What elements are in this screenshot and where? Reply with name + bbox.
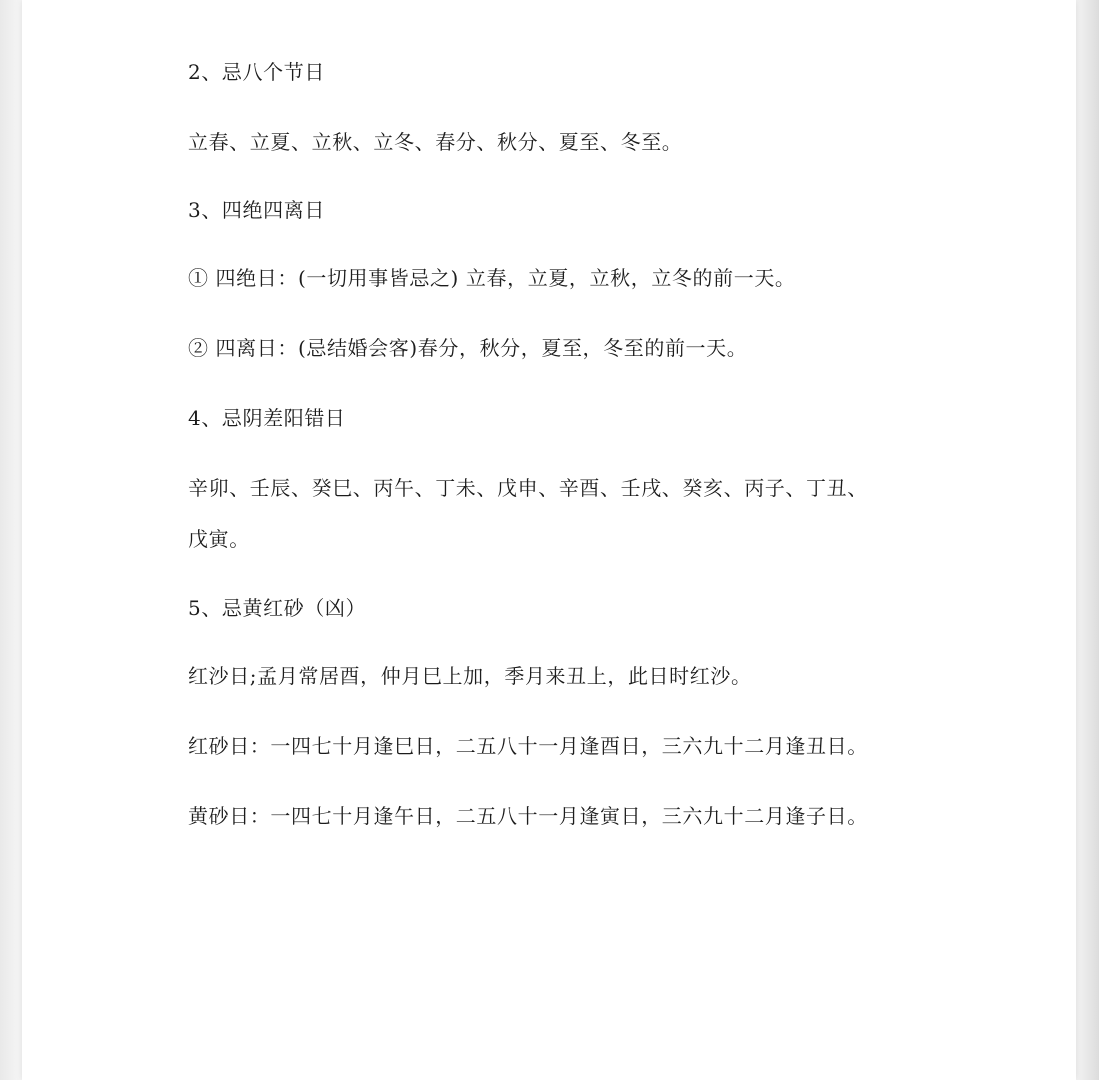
heading-four-jue-four-li: 3、四绝四离日 [188,198,325,222]
paragraph-hong-sha-ri: 红砂日：一四七十月逢巳日，二五八十一月逢酉日，三六九十二月逢丑日。 [188,734,868,758]
paragraph-huang-sha-ri: 黄砂日：一四七十月逢午日，二五八十一月逢寅日，三六九十二月逢子日。 [188,804,868,828]
paragraph-ganzhi-list: 辛卯、壬辰、癸巳、丙午、丁未、戊申、辛酉、壬戌、癸亥、丙子、丁丑、 [188,476,868,500]
paragraph-ganzhi-list-cont: 戊寅。 [188,527,250,551]
heading-yin-cha-yang-cuo: 4、忌阴差阳错日 [188,406,346,430]
left-margin-shadow [0,0,22,1080]
paragraph-festival-list: 立春、立夏、立秋、立冬、春分、秋分、夏至、冬至。 [188,130,683,154]
paragraph-si-li-ri: ② 四离日：(忌结婚会客)春分，秋分，夏至，冬至的前一天。 [188,336,748,360]
document-page [22,0,1076,1080]
right-margin-shadow [1076,0,1099,1080]
heading-eight-festivals: 2、忌八个节日 [188,60,325,84]
heading-huang-hong-sha: 5、忌黄红砂（凶） [188,596,367,620]
paragraph-hong-sha-rule: 红沙日;孟月常居酉，仲月巳上加，季月来丑上，此日时红沙。 [188,664,752,688]
paragraph-si-jue-ri: ① 四绝日：(一切用事皆忌之) 立春，立夏，立秋，立冬的前一天。 [188,266,796,290]
